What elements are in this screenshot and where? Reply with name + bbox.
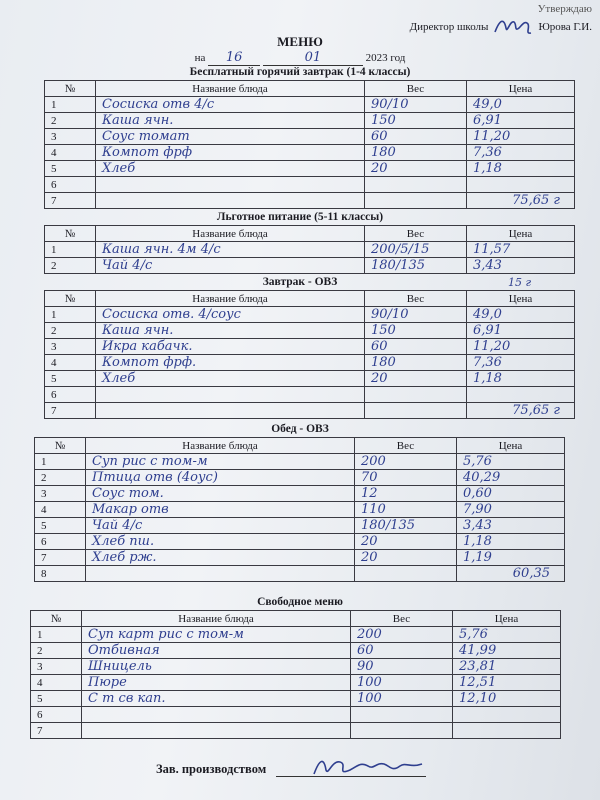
dish-name: Сосиска отв 4/с <box>96 97 365 113</box>
row-no: 7 <box>31 723 82 739</box>
dish-price: 1,18 <box>457 534 565 550</box>
row-no: 5 <box>31 691 82 707</box>
dish-weight: 180/135 <box>355 518 457 534</box>
date-prefix: на <box>194 52 206 64</box>
section-title: Обед - ОВЗ <box>271 423 329 435</box>
menu-table <box>44 290 575 419</box>
dish-price: 1,18 <box>467 161 575 177</box>
date-month: 01 <box>263 50 363 66</box>
dish-weight: 150 <box>365 113 467 129</box>
table-row <box>35 470 565 486</box>
table-row <box>45 403 575 419</box>
dish-price: 6,91 <box>467 113 575 129</box>
dish-weight <box>351 707 453 723</box>
dish-name: Икра кабачк. <box>96 339 365 355</box>
row-no: 1 <box>35 454 86 470</box>
dish-price: 3,43 <box>457 518 565 534</box>
dish-weight <box>365 387 467 403</box>
col-price: Цена <box>467 226 575 242</box>
dish-name: Каша ячн. 4м 4/с <box>96 242 365 258</box>
dish-weight: 70 <box>355 470 457 486</box>
dish-name <box>86 566 355 582</box>
menu-date <box>0 50 600 66</box>
table-row <box>35 486 565 502</box>
table-row <box>31 691 561 707</box>
dish-weight: 20 <box>355 534 457 550</box>
col-no: № <box>45 291 96 307</box>
table-row <box>45 129 575 145</box>
table-row <box>45 355 575 371</box>
dish-weight <box>365 193 467 209</box>
dish-price <box>453 723 561 739</box>
row-no: 6 <box>35 534 86 550</box>
dish-price: 12,51 <box>453 675 561 691</box>
dish-price: 41,99 <box>453 643 561 659</box>
production-signature-icon <box>310 752 430 782</box>
col-name: Название блюда <box>96 291 365 307</box>
row-no: 4 <box>35 502 86 518</box>
dish-name <box>96 177 365 193</box>
row-no: 1 <box>45 97 96 113</box>
total-price: 75,65 г <box>467 403 575 419</box>
dish-name: Шницель <box>82 659 351 675</box>
row-no: 2 <box>45 113 96 129</box>
table-row <box>31 659 561 675</box>
dish-name: Отбивная <box>82 643 351 659</box>
section-title: Свободное меню <box>257 596 343 608</box>
table-row <box>31 643 561 659</box>
dish-name <box>82 707 351 723</box>
table-row <box>35 502 565 518</box>
table-row <box>45 161 575 177</box>
dish-price: 3,43 <box>467 258 575 274</box>
dish-weight: 180 <box>365 355 467 371</box>
col-no: № <box>45 226 96 242</box>
table-row <box>35 534 565 550</box>
col-weight: Вес <box>355 438 457 454</box>
dish-price: 5,76 <box>457 454 565 470</box>
table-row <box>31 707 561 723</box>
dish-weight: 200 <box>351 627 453 643</box>
dish-weight: 60 <box>351 643 453 659</box>
dish-price: 40,29 <box>457 470 565 486</box>
total-price: 75,65 г <box>467 193 575 209</box>
dish-price: 5,76 <box>453 627 561 643</box>
dish-name <box>96 193 365 209</box>
table-row <box>45 145 575 161</box>
col-name: Название блюда <box>96 81 365 97</box>
row-no: 3 <box>45 339 96 355</box>
approval-block <box>410 3 592 38</box>
row-no: 4 <box>45 145 96 161</box>
dish-price: 7,36 <box>467 145 575 161</box>
approved-label: Утверждаю <box>537 3 592 15</box>
dish-weight: 60 <box>365 129 467 145</box>
row-no: 7 <box>45 193 96 209</box>
table-header-row <box>45 226 575 242</box>
dish-price: 1,18 <box>467 371 575 387</box>
footer-label: Зав. производством <box>156 762 267 776</box>
date-day: 16 <box>208 50 260 66</box>
row-no: 1 <box>31 627 82 643</box>
col-price: Цена <box>467 81 575 97</box>
table-row <box>45 177 575 193</box>
col-no: № <box>35 438 86 454</box>
dish-weight <box>351 723 453 739</box>
row-no: 5 <box>35 518 86 534</box>
col-name: Название блюда <box>96 226 365 242</box>
col-weight: Вес <box>351 611 453 627</box>
dish-weight: 20 <box>365 371 467 387</box>
dish-weight: 180 <box>365 145 467 161</box>
table-row <box>45 113 575 129</box>
row-no: 4 <box>45 355 96 371</box>
dish-name: Чай 4/с <box>86 518 355 534</box>
row-no: 4 <box>31 675 82 691</box>
dish-name: Хлеб <box>96 161 365 177</box>
row-no: 5 <box>45 371 96 387</box>
table-row <box>45 242 575 258</box>
dish-name: Сосиска отв. 4/соус <box>96 307 365 323</box>
row-no: 3 <box>31 659 82 675</box>
table-row <box>35 550 565 566</box>
dish-weight: 200 <box>355 454 457 470</box>
table-header-row <box>45 81 575 97</box>
dish-price: 11,57 <box>467 242 575 258</box>
date-year: 2023 год <box>365 52 406 64</box>
dish-weight <box>365 177 467 193</box>
dish-weight: 60 <box>365 339 467 355</box>
dish-price: 7,90 <box>457 502 565 518</box>
dish-price: 0,60 <box>457 486 565 502</box>
col-weight: Вес <box>365 291 467 307</box>
dish-price: 7,36 <box>467 355 575 371</box>
dish-name: Пюре <box>82 675 351 691</box>
row-no: 6 <box>45 387 96 403</box>
menu-table <box>44 225 575 274</box>
dish-weight: 200/5/15 <box>365 242 467 258</box>
dish-price: 12,10 <box>453 691 561 707</box>
dish-name <box>96 403 365 419</box>
dish-name: Хлеб <box>96 371 365 387</box>
menu-table <box>34 437 565 582</box>
dish-price: 11,20 <box>467 339 575 355</box>
dish-name: Суп рис с том-м <box>86 454 355 470</box>
total-price: 60,35 <box>457 566 565 582</box>
dish-name: Компот фрф. <box>96 355 365 371</box>
dish-price <box>453 707 561 723</box>
table-header-row <box>31 611 561 627</box>
dish-weight: 90/10 <box>365 97 467 113</box>
dish-price <box>467 177 575 193</box>
row-no: 1 <box>45 242 96 258</box>
dish-weight: 12 <box>355 486 457 502</box>
dish-weight: 110 <box>355 502 457 518</box>
menu-table <box>44 80 575 209</box>
row-no: 2 <box>31 643 82 659</box>
director-label: Директор школы <box>409 20 489 33</box>
dish-price: 11,20 <box>467 129 575 145</box>
dish-name: Компот фрф <box>96 145 365 161</box>
table-row <box>45 307 575 323</box>
table-row <box>45 97 575 113</box>
table-row <box>35 566 565 582</box>
dish-weight: 150 <box>365 323 467 339</box>
row-no: 6 <box>45 177 96 193</box>
page-title: МЕНЮ <box>277 34 323 49</box>
dish-weight: 20 <box>365 161 467 177</box>
table-row <box>45 258 575 274</box>
dish-weight: 90/10 <box>365 307 467 323</box>
col-weight: Вес <box>365 226 467 242</box>
table-row <box>35 454 565 470</box>
section-title: Бесплатный горячий завтрак (1-4 классы) <box>189 66 411 78</box>
table-row <box>45 387 575 403</box>
dish-price: 1,19 <box>457 550 565 566</box>
col-price: Цена <box>467 291 575 307</box>
table-row <box>31 627 561 643</box>
dish-name: С т св кап. <box>82 691 351 707</box>
dish-price: 23,81 <box>453 659 561 675</box>
table-header-row <box>45 291 575 307</box>
row-no: 7 <box>45 403 96 419</box>
dish-name: Чай 4/с <box>96 258 365 274</box>
row-no: 2 <box>45 323 96 339</box>
dish-price: 49,0 <box>467 97 575 113</box>
row-no: 1 <box>45 307 96 323</box>
director-name: Юрова Г.И. <box>538 20 592 33</box>
col-price: Цена <box>453 611 561 627</box>
row-no: 3 <box>35 486 86 502</box>
dish-weight: 90 <box>351 659 453 675</box>
dish-price <box>467 387 575 403</box>
row-no: 5 <box>45 161 96 177</box>
table-header-row <box>35 438 565 454</box>
table-row <box>35 518 565 534</box>
dish-name: Макар отв <box>86 502 355 518</box>
dish-weight <box>365 403 467 419</box>
dish-weight: 180/135 <box>365 258 467 274</box>
col-no: № <box>45 81 96 97</box>
dish-name: Суп карт рис с том-м <box>82 627 351 643</box>
table-row <box>45 339 575 355</box>
section-title: Завтрак - ОВЗ <box>262 276 338 288</box>
row-no: 3 <box>45 129 96 145</box>
dish-weight <box>355 566 457 582</box>
table-row <box>45 371 575 387</box>
dish-name: Птица отв (4оус) <box>86 470 355 486</box>
row-no: 2 <box>45 258 96 274</box>
table-row <box>31 723 561 739</box>
dish-price: 6,91 <box>467 323 575 339</box>
dish-price: 49,0 <box>467 307 575 323</box>
dish-name <box>82 723 351 739</box>
dish-weight: 100 <box>351 675 453 691</box>
dish-name: Соус том. <box>86 486 355 502</box>
dish-name <box>96 387 365 403</box>
col-name: Название блюда <box>86 438 355 454</box>
menu-table <box>30 610 561 739</box>
table-row <box>45 193 575 209</box>
dish-name: Хлеб пш. <box>86 534 355 550</box>
dish-weight: 20 <box>355 550 457 566</box>
dish-name: Хлеб рж. <box>86 550 355 566</box>
col-name: Название блюда <box>82 611 351 627</box>
row-no: 6 <box>31 707 82 723</box>
row-no: 8 <box>35 566 86 582</box>
dish-name: Каша ячн. <box>96 323 365 339</box>
table-row <box>45 323 575 339</box>
row-no: 7 <box>35 550 86 566</box>
section-title: Льготное питание (5-11 классы) <box>216 211 384 223</box>
dish-name: Каша ячн. <box>96 113 365 129</box>
table-row <box>31 675 561 691</box>
handwritten-note: 15 г <box>508 276 532 289</box>
col-price: Цена <box>457 438 565 454</box>
row-no: 2 <box>35 470 86 486</box>
dish-name: Соус томат <box>96 129 365 145</box>
col-weight: Вес <box>365 81 467 97</box>
col-no: № <box>31 611 82 627</box>
dish-weight: 100 <box>351 691 453 707</box>
